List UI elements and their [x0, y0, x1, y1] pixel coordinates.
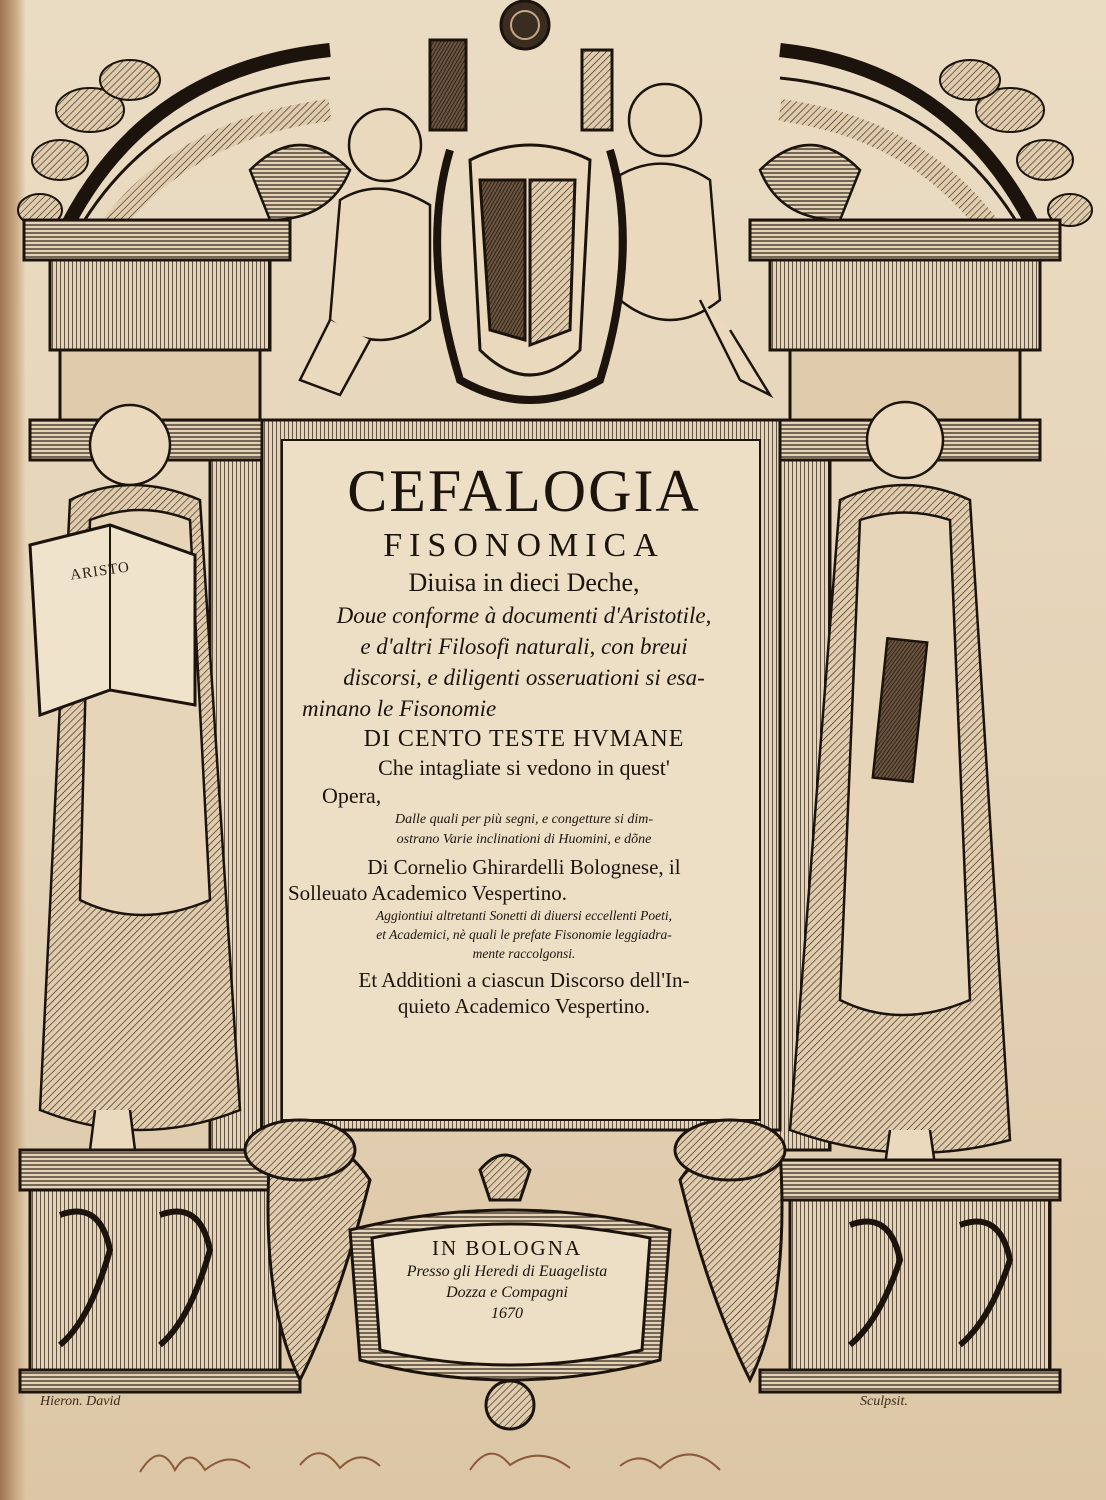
title-line-5: e d'altri Filosofi naturali, con breui [360, 634, 688, 659]
title-line-8: DI CENTO TESTE HVMANE [363, 726, 685, 752]
book-subtitle: FISONOMICA [383, 527, 665, 564]
author-line-2: Solleuato Academico Vespertino. [288, 881, 567, 905]
imprint-city: IN BOLOGNA [431, 1236, 583, 1260]
title-line-3: Diuisa in dieci Deche, [408, 568, 640, 597]
title-line-16: et Academici, nè quali le prefate Fisonomie leggiadra- [376, 927, 672, 942]
title-line-12: ostrano Varie inclinationi di Huomini, e dõne [396, 832, 652, 847]
title-line-4: Doue conforme à documenti d'Aristotile, [336, 603, 712, 628]
title-line-7: minano le Fisonomie [302, 696, 497, 721]
imprint-text [372, 1236, 642, 1348]
imprint-publisher-2: Dozza e Compagni [446, 1284, 568, 1301]
engraver-credit-right: Sculpsit. [860, 1394, 908, 1409]
engraver-credit-left: Hieron. David [40, 1394, 121, 1409]
imprint-year: 1670 [491, 1305, 523, 1322]
author-line-1: Di Cornelio Ghirardelli Bolognese, il [367, 855, 681, 879]
handwritten-signature [140, 1453, 720, 1472]
book-title: CEFALOGIA [347, 458, 701, 524]
coat-of-arms [430, 40, 623, 400]
title-line-15: Aggiontiui altretanti Sonetti di diuersi eccellenti Poeti, [375, 908, 673, 923]
pedestal-left [20, 1150, 300, 1392]
title-text-block [282, 440, 766, 1116]
title-line-18: Et Additioni a ciascun Discorso dell'In- [358, 968, 690, 992]
imprint-publisher: Presso gli Heredi di Euagelista [406, 1263, 608, 1280]
title-line-17: mente raccolgonsi. [472, 946, 576, 961]
title-line-11: Dalle quali per più segni, e congetture si dim- [394, 812, 654, 827]
title-line-9: Che intagliate si vedono in quest' [378, 755, 670, 780]
pedestal-right [760, 1160, 1060, 1392]
title-line-10: Opera, [322, 783, 382, 808]
title-line-19: quieto Academico Vespertino. [397, 994, 651, 1018]
seal-stamp [501, 1, 549, 49]
book-label: ARISTO [69, 559, 131, 584]
title-line-6: discorsi, e diligenti osseruationi si esa- [343, 665, 705, 690]
